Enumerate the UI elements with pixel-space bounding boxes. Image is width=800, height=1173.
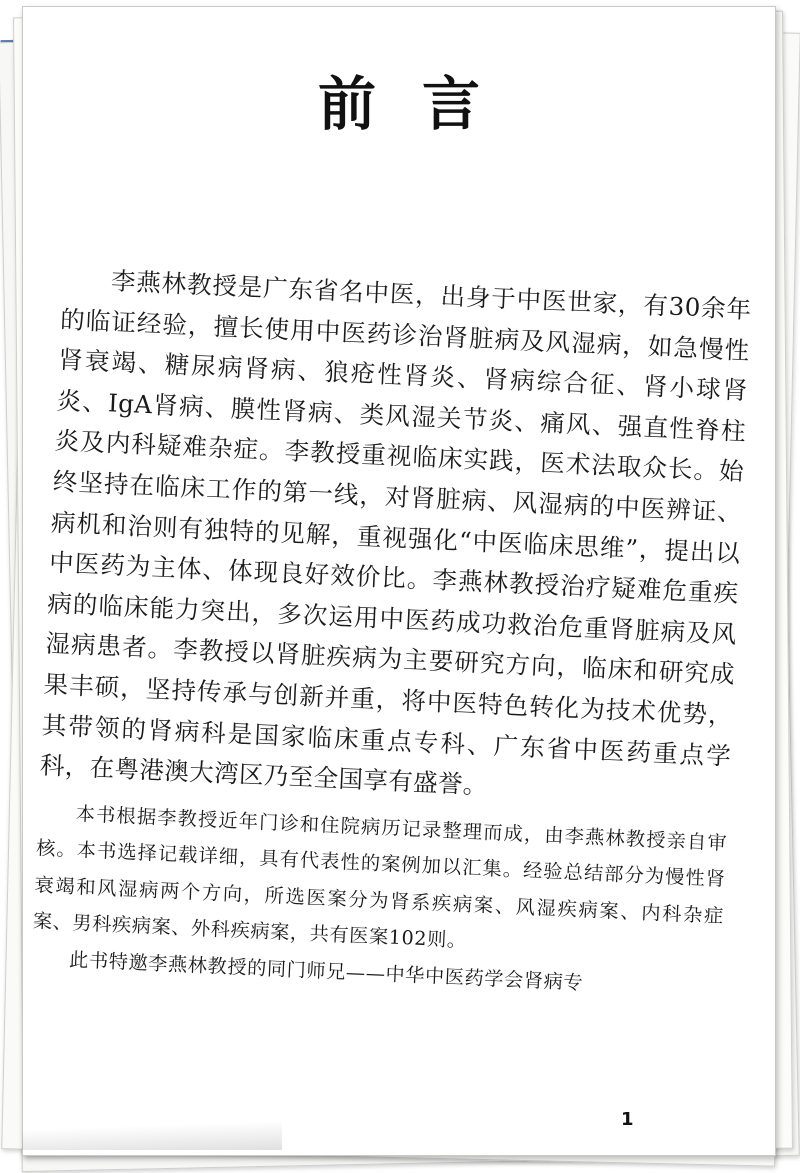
paragraph-invitation: 此书特邀李燕林教授的同门师兄——中华中医药学会肾病专 xyxy=(68,947,584,995)
paragraph-intro: 李燕林教授是广东省名中医，出身于中医世家，有30余年的临证经验，擅长使用中医药诊治肾脏病及风湿病，如急慢性肾衰竭、糖尿病肾病、狼疮性肾炎、肾病综合征、肾小球肾炎、IgA肾病、膜性肾病、类风湿关节炎、痛风、强直性脊柱炎及内科疑难杂症。李教授重视临床实践，医术法取众长。始终坚持在临床工作的第一线，对肾脏病、风湿病的中医辨证、病机和治则有独特的见解，重视强化“中医临床思维”，提出以中医药为主体、体现良好效价比。李燕林教授治疗疑难危重疾病的临床能力突出，多次运用中医药成功救治危重肾脏病及风湿病患者。李教授以肾脏疾病为主要研究方向，临床和研究成果丰硕，坚持传承与创新并重，将中医特色转化为技术优势，其带领的肾病科是国家临床重点专科、广东省中医药重点学科，在粤港澳大湾区乃至全国享有盛誉。 xyxy=(39,266,753,800)
page-curl-shadow xyxy=(22,1110,282,1150)
page-content xyxy=(23,7,775,1155)
page-number: 1 xyxy=(621,1109,634,1130)
paragraph-book-source: 本书根据李教授近年门诊和住院病历记录整理而成，由李燕林教授亲自审核。本书选择记载详细，具有代表性的案例加以汇集。经验总结部分为慢性肾衰竭和风湿病两个方向，所选医案分为肾系疾病案、风湿疾病案、内科杂症案、男科疾病案、外科疾病案，共有医案102则。 xyxy=(32,801,728,953)
document-page xyxy=(22,6,776,1156)
body-text xyxy=(30,259,752,1008)
page-title: 前言 xyxy=(317,70,526,138)
